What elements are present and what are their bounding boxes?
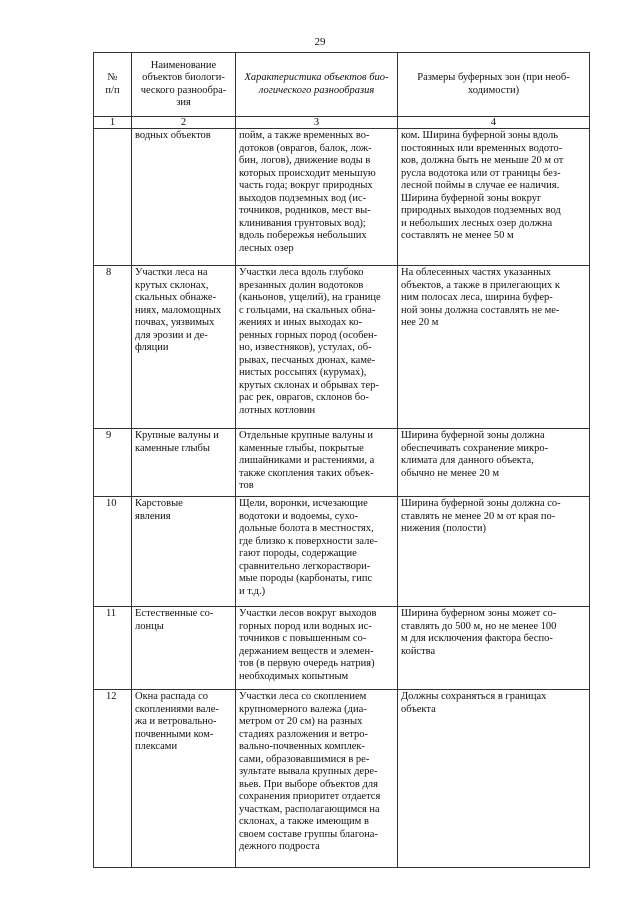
column-number: 3	[236, 117, 398, 129]
page-number: 29	[314, 36, 326, 48]
table-row	[94, 497, 590, 607]
object-name: Участки леса на крутых склонах, скальных обнаже- ниях, маломощных почвах, уязвимых для эрозии и де- фляции	[132, 266, 236, 429]
table-row	[94, 607, 590, 690]
table-row	[94, 266, 590, 429]
buffer-zone: ком. Ширина буферной зоны вдоль постоянных или временных водото- ков, должна быть не меньше 20 м от русла водотока или от границы без- лесной поймы в случае ее наличия. Ширина буферной зоны вокруг природных выходов подземных вод и небольших лесных озер должна составлять не менее 50 м	[398, 129, 590, 266]
object-description: Отдельные крупные валуны и каменные глыбы, покрытые лишайниками и растениями, а также скопления таких объек- тов	[236, 429, 398, 497]
header-row	[94, 53, 590, 117]
table-row	[94, 429, 590, 497]
header-object-name: Наименование объектов биологи- ческого разнообра- зия	[132, 53, 236, 117]
table-row	[94, 129, 590, 266]
buffer-zone: Ширина буферной зоны должна обеспечивать сохранение микро- климата для данного объекта, обычно не менее 20 м	[398, 429, 590, 497]
row-number: 9	[94, 429, 132, 497]
row-number: 12	[94, 690, 132, 868]
header-characteristics: Характеристика объектов био- логического разнообразия	[236, 53, 398, 117]
row-number: 10	[94, 497, 132, 607]
object-name: Карстовые явления	[132, 497, 236, 607]
object-description: Щели, воронки, исчезающие водотоки и водоемы, сухо- дольные болота в местностях, где близко к поверхности зале- гают породы, содержащие сравнительно легкораствори- мые породы (карбонаты, гипс и т.д.)	[236, 497, 398, 607]
header-buffer-size: Размеры буферных зон (при необ- ходимости)	[398, 53, 590, 117]
biodiversity-table	[93, 52, 590, 868]
object-name: Естественные со- лонцы	[132, 607, 236, 690]
object-description: пойм, а также временных во- дотоков (оврагов, балок, лож- бин, логов), движение воды в которых происходит меньшую часть года; вокруг природных выходов подземных вод (ис- точников, родников, мест вы- клинивания грунтовых вод); вдоль побережья небольших лесных озер	[236, 129, 398, 266]
column-number: 2	[132, 117, 236, 129]
object-name: Окна распада со скоплениями вале- жа и ветровально- почвенными ком- плексами	[132, 690, 236, 868]
object-description: Участки леса вдоль глубоко врезанных долин водотоков (каньонов, ущелий), на границе с гольцами, на скальных обна- жениях и иных выходах ко- ренных горных пород (особен- но, известняков), устулах, об- рывах, песчаных дюнах, камe- нистых россыпях (курумах), крутых склонах и обрывах тер- рас рек, оврагов, склонов бо- лотных котловин	[236, 266, 398, 429]
object-name: водных объектов	[132, 129, 236, 266]
table-row	[94, 690, 590, 868]
header-number: № п/п	[94, 53, 132, 117]
buffer-zone: На облесенных частях указанных объектов, а также в прилегающих к ним полосах леса, ширина буфер- ной зоны должна составлять не ме- нее 20 м	[398, 266, 590, 429]
object-name: Крупные валуны и каменные глыбы	[132, 429, 236, 497]
object-description: Участки лесов вокруг выходов горных пород или водных ис- точников с повышенным со- держанием веществ и элемен- тов (в первую очередь натрия) необходимых копытным	[236, 607, 398, 690]
row-number: 11	[94, 607, 132, 690]
buffer-zone: Должны сохраняться в границах объекта	[398, 690, 590, 868]
object-description: Участки леса со скоплением крупномерного валежа (диа- метром от 20 см) на разных стадиях разложения и ветро- вально-почвенных комплек- сами, образовавшимися в ре- зультате вывала крупных дере- вьев. При выборе объектов для сохранения приоритет отдается участкам, располагающимся на склонах, а также имеющим в своем составе группы благона- дежного подроста	[236, 690, 398, 868]
row-number: 8	[94, 266, 132, 429]
buffer-zone: Ширина буферном зоны может со- ставлять до 500 м, но не менее 100 м для исключения фактора беспо- койства	[398, 607, 590, 690]
column-number: 4	[398, 117, 590, 129]
column-number-row	[94, 117, 590, 129]
column-number: 1	[94, 117, 132, 129]
row-number	[94, 129, 132, 266]
buffer-zone: Ширина буферной зоны должна со- ставлять не менее 20 м от края по- нижения (полости)	[398, 497, 590, 607]
